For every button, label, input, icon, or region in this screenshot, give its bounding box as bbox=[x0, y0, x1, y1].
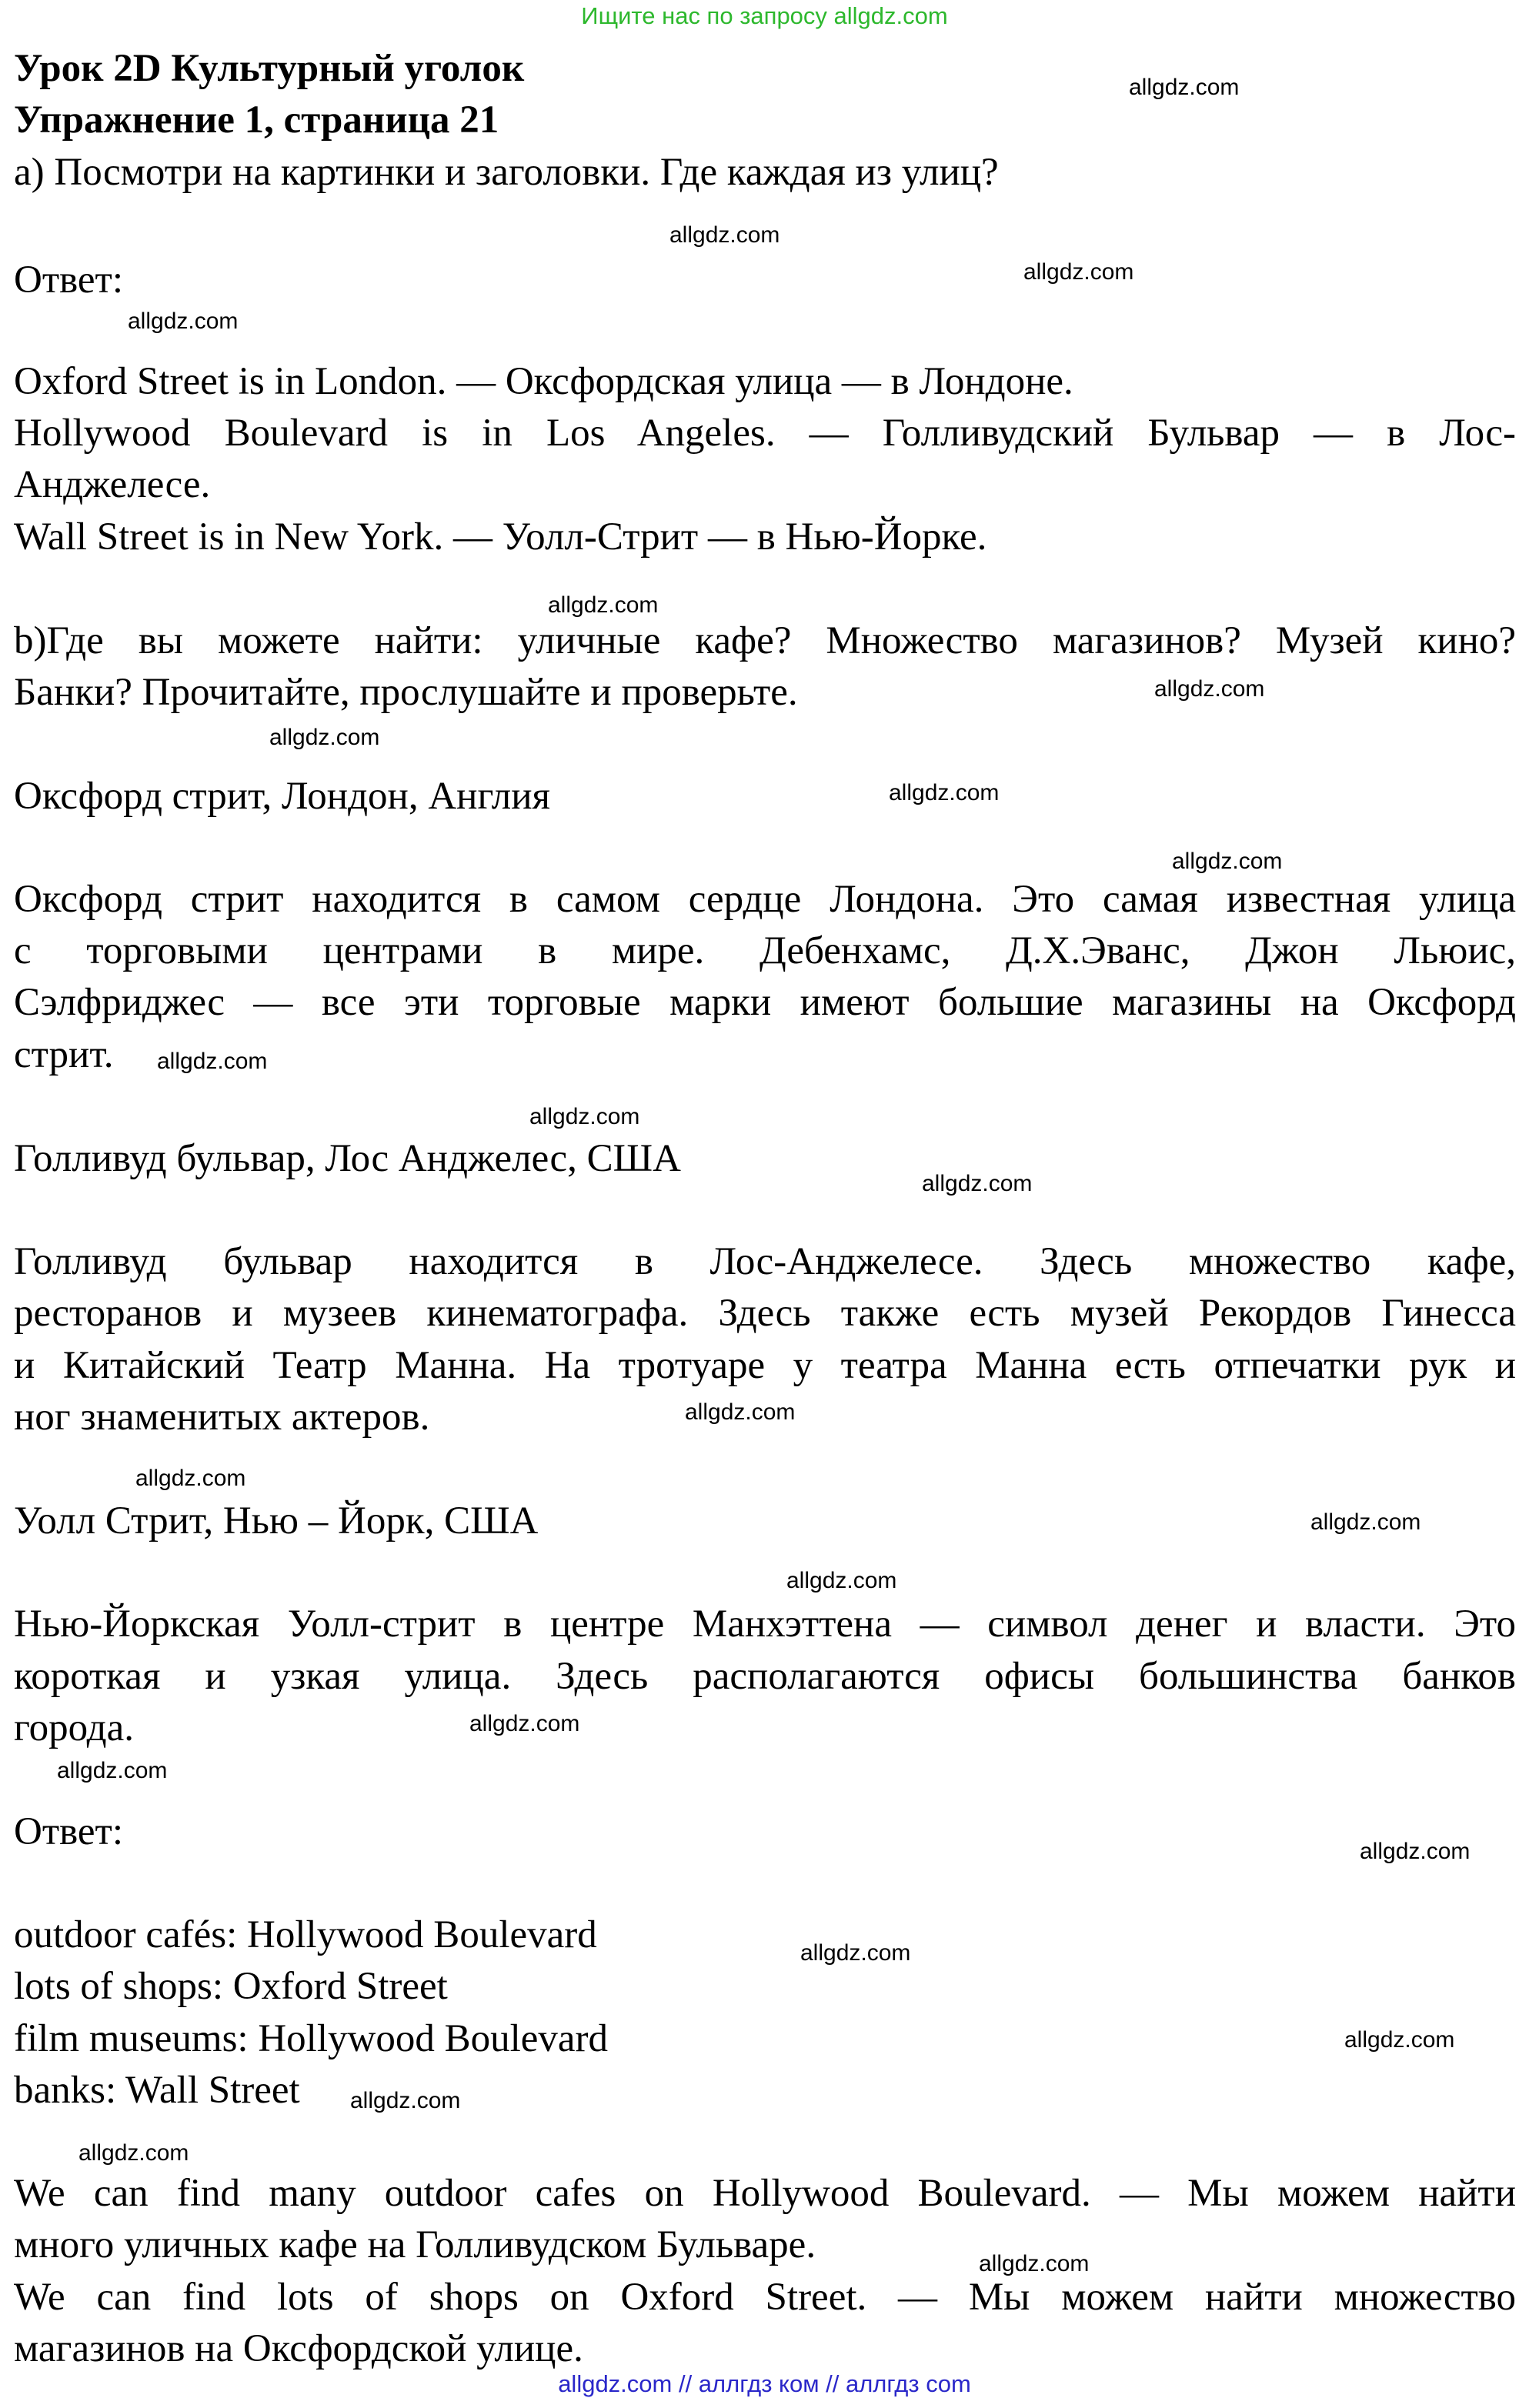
watermark: allgdz.com bbox=[889, 780, 1000, 805]
part-b-answer-line: banks: Wall Street bbox=[14, 2069, 300, 2112]
part-b-sentence-line: много уличных кафе на Голливудском Бульваре. bbox=[14, 2223, 816, 2266]
watermark: allgdz.com bbox=[800, 1940, 911, 1966]
section-text-line: короткая и узкая улица. Здесь располагаются офисы большинства банков bbox=[14, 1655, 1516, 1698]
part-a-question: a) Посмотри на картинки и заголовки. Где каждая из улиц? bbox=[14, 151, 999, 194]
section-heading-oxford: Оксфорд стрит, Лондон, Англия bbox=[14, 775, 550, 818]
watermark: allgdz.com bbox=[548, 592, 659, 618]
watermark: allgdz.com bbox=[78, 2140, 189, 2166]
part-a-answer-line: Oxford Street is in London. — Оксфордская улица — в Лондоне. bbox=[14, 360, 1073, 403]
lesson-title: Урок 2D Культурный уголок bbox=[14, 47, 525, 90]
part-b-answer-label: Ответ: bbox=[14, 1810, 123, 1853]
part-a-answer-line: Hollywood Boulevard is in Los Angeles. — Голливудский Бульвар — в Лос- bbox=[14, 412, 1516, 455]
watermark: allgdz.com bbox=[1360, 1839, 1471, 1864]
watermark: allgdz.com bbox=[1172, 849, 1283, 874]
watermark: allgdz.com bbox=[469, 1711, 580, 1736]
part-b-answer-line: outdoor cafés: Hollywood Boulevard bbox=[14, 1913, 597, 1956]
part-a-answer-label: Ответ: bbox=[14, 258, 123, 302]
part-a-answer-line: Wall Street is in New York. — Уолл-Стрит — в Нью-Йорке. bbox=[14, 515, 987, 559]
watermark: allgdz.com bbox=[135, 1466, 246, 1491]
watermark: allgdz.com bbox=[786, 1568, 897, 1593]
watermark: allgdz.com bbox=[1310, 1509, 1421, 1535]
watermark: allgdz.com bbox=[57, 1758, 168, 1783]
section-text-line: ресторанов и музеев кинематографа. Здесь также есть музей Рекордов Гинесса bbox=[14, 1292, 1516, 1335]
section-text-line: города. bbox=[14, 1706, 135, 1749]
watermark: allgdz.com bbox=[350, 2088, 461, 2113]
watermark: allgdz.com bbox=[1023, 259, 1134, 285]
watermark: allgdz.com bbox=[269, 725, 380, 750]
part-b-sentence-line: We can find many outdoor cafes on Hollywood Boulevard. — Мы можем найти bbox=[14, 2172, 1516, 2215]
part-b-answer-line: lots of shops: Oxford Street bbox=[14, 1965, 448, 2008]
section-text-line: с торговыми центрами в мире. Дебенхамс, Д.Х.Эванс, Джон Льюис, bbox=[14, 929, 1516, 972]
part-b-sentence-line: We can find lots of shops on Oxford Street. — Мы можем найти множество bbox=[14, 2276, 1516, 2319]
section-text-line: Нью-Йоркская Уолл-стрит в центре Манхэттена — символ денег и власти. Это bbox=[14, 1603, 1516, 1646]
section-text-line: Голливуд бульвар находится в Лос-Анджелесе. Здесь множество кафе, bbox=[14, 1240, 1516, 1283]
watermark: allgdz.com bbox=[529, 1104, 640, 1129]
watermark: allgdz.com bbox=[685, 1399, 796, 1425]
watermark: allgdz.com bbox=[1129, 75, 1240, 100]
watermark: allgdz.com bbox=[979, 2251, 1090, 2276]
section-heading-wall-street: Уолл Стрит, Нью – Йорк, США bbox=[14, 1499, 539, 1543]
footer-banner[interactable]: allgdz.com // аллгдз ком // аллгдз com bbox=[558, 2370, 971, 2397]
section-text-line: Сэлфриджес — все эти торговые марки имеют большие магазины на Оксфорд bbox=[14, 981, 1516, 1024]
watermark: allgdz.com bbox=[1154, 676, 1265, 702]
watermark: allgdz.com bbox=[1344, 2027, 1455, 2053]
header-banner[interactable]: Ищите нас по запросу allgdz.com bbox=[581, 2, 948, 29]
part-b-answer-line: film museums: Hollywood Boulevard bbox=[14, 2017, 609, 2060]
section-text-line: и Китайский Театр Манна. На тротуаре у театра Манна есть отпечатки рук и bbox=[14, 1344, 1516, 1387]
part-b-question-line: Банки? Прочитайте, прослушайте и проверьте. bbox=[14, 671, 798, 714]
section-text-line: стрит. bbox=[14, 1033, 114, 1076]
watermark: allgdz.com bbox=[128, 309, 239, 334]
section-text-line: Оксфорд стрит находится в самом сердце Лондона. Это самая известная улица bbox=[14, 878, 1516, 921]
part-b-sentence-line: магазинов на Оксфордской улице. bbox=[14, 2327, 583, 2370]
section-text-line: ног знаменитых актеров. bbox=[14, 1396, 430, 1439]
watermark: allgdz.com bbox=[922, 1171, 1033, 1196]
exercise-title: Упражнение 1, страница 21 bbox=[14, 98, 499, 142]
part-a-answer-line: Анджелесе. bbox=[14, 463, 211, 506]
watermark: allgdz.com bbox=[669, 222, 780, 248]
section-heading-hollywood: Голливуд бульвар, Лос Анджелес, США bbox=[14, 1137, 681, 1180]
part-b-question-line: b)Где вы можете найти: уличные кафе? Множество магазинов? Музей кино? bbox=[14, 619, 1516, 662]
watermark: allgdz.com bbox=[157, 1049, 268, 1074]
